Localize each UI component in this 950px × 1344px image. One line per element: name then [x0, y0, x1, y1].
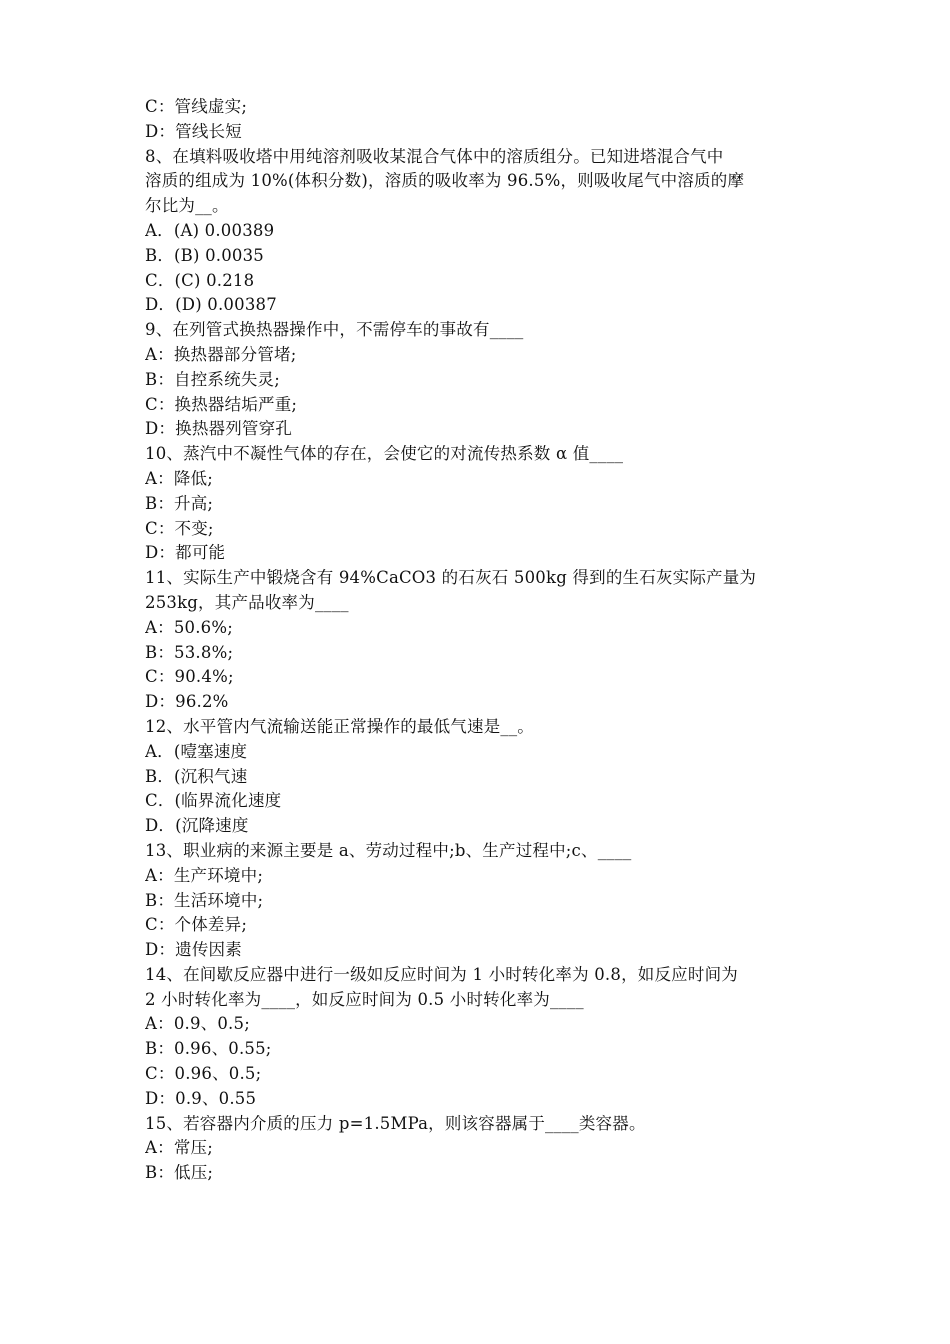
question-line: 2 小时转化率为____，如反应时间为 0.5 小时转化率为____: [145, 989, 584, 1009]
option-line: A：常压;: [145, 1138, 213, 1158]
option-line: B．(沉积气速: [145, 766, 248, 786]
question-line: 13、职业病的来源主要是 a、劳动过程中;b、生产过程中;c、____: [145, 840, 632, 860]
option-line: C：不变;: [145, 518, 214, 538]
question-line: 8、在填料吸收塔中用纯溶剂吸收某混合气体中的溶质组分。已知进塔混合气中: [145, 146, 724, 166]
question-line: 253kg，其产品收率为____: [145, 592, 349, 612]
option-line: B：低压;: [145, 1163, 214, 1183]
question-line: 15、若容器内介质的压力 p=1.5MPa，则该容器属于____类容器。: [145, 1113, 646, 1133]
option-line: C：管线虚实;: [145, 97, 248, 116]
option-line: D：管线长短: [145, 121, 242, 141]
option-line: C．(临界流化速度: [145, 791, 282, 811]
option-line: B：升高;: [145, 493, 214, 513]
option-line: D．(D) 0.00387: [145, 295, 277, 315]
option-line: B．(B) 0.0035: [145, 245, 265, 265]
option-line: A：50.6%;: [145, 617, 233, 637]
option-line: C：个体差异;: [145, 915, 248, 935]
document-page: [145, 95, 817, 1186]
option-line: B：生活环境中;: [145, 890, 264, 910]
question-line: 溶质的组成为 10%(体积分数)，溶质的吸收率为 96.5%，则吸收尾气中溶质的摩: [145, 171, 745, 191]
option-line: A．(噎塞速度: [145, 741, 248, 761]
option-line: D：遗传因素: [145, 940, 242, 960]
option-line: D：都可能: [145, 543, 226, 563]
option-line: A：降低;: [145, 468, 213, 488]
option-line: B：53.8%;: [145, 642, 234, 662]
question-line: 10、蒸汽中不凝性气体的存在，会使它的对流传热系数 α 值____: [145, 444, 624, 464]
option-line: C．(C) 0.218: [145, 270, 255, 290]
option-line: D：换热器列管穿孔: [145, 419, 293, 439]
question-line: 14、在间歇反应器中进行一级如反应时间为 1 小时转化率为 0.8，如反应时间为: [145, 964, 738, 984]
option-line: B：自控系统失灵;: [145, 369, 280, 389]
option-line: A．(A) 0.00389: [145, 220, 275, 240]
option-line: B：0.96、0.55;: [145, 1039, 272, 1059]
option-line: D：0.9、0.55: [145, 1088, 257, 1108]
question-line: 尔比为__。: [145, 196, 229, 216]
question-line: 11、实际生产中锻烧含有 94%CaCO3 的石灰石 500kg 得到的生石灰实际产量为: [145, 568, 757, 588]
question-line: 12、水平管内气流输送能正常操作的最低气速是__。: [145, 716, 534, 736]
option-line: D：96.2%: [145, 692, 229, 712]
option-line: C：换热器结垢严重;: [145, 394, 298, 414]
option-line: A：换热器部分管堵;: [145, 344, 297, 364]
option-line: C：90.4%;: [145, 667, 234, 687]
option-line: A：0.9、0.5;: [145, 1014, 250, 1034]
question-line: 9、在列管式换热器操作中，不需停车的事故有____: [145, 320, 524, 340]
option-line: A：生产环境中;: [145, 865, 264, 885]
option-line: D．(沉降速度: [145, 816, 249, 836]
option-line: C：0.96、0.5;: [145, 1064, 262, 1084]
